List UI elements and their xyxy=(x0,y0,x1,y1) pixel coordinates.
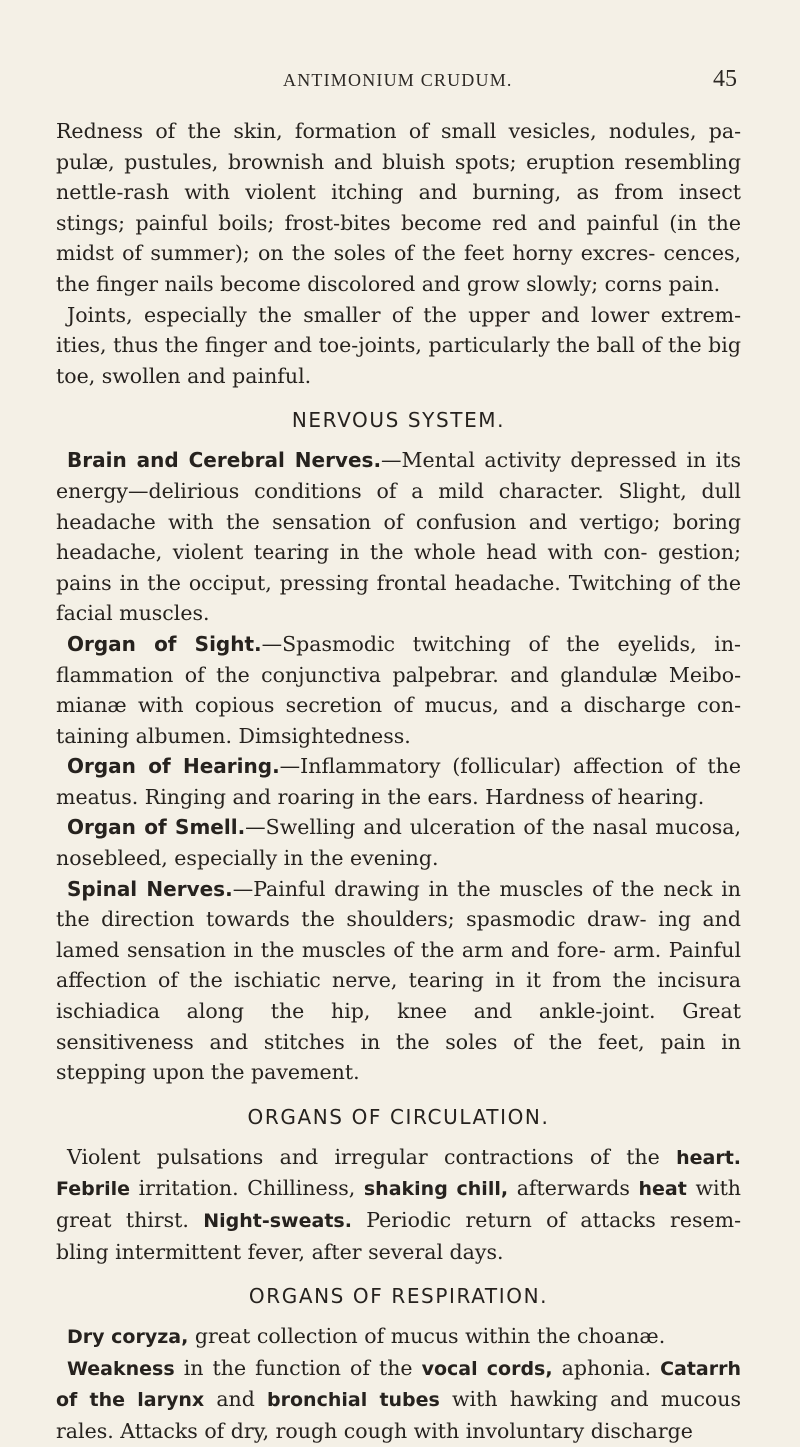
brain-text: —Mental activity depressed in its energy—delirious conditions of a mild character. Slight, dull headache with the sensation of confusion and vertigo; boring headache, violent tearing in the whole head with con- gestion; pains in the occiput, pressing frontal headache. Twitching of the facial muscles. xyxy=(56,448,741,626)
respiration-text-1: great collection of mucus within the choanæ. xyxy=(188,1324,666,1349)
sight-paragraph xyxy=(56,629,741,751)
circulation-febrile: Febrile xyxy=(56,1178,130,1201)
respiration-paragraph-2 xyxy=(56,1353,741,1447)
hearing-text: —Inflammatory (follicular) affection of the meatus. Ringing and roaring in the ears. Hardness of hearing. xyxy=(56,754,742,809)
respiration-bronchial-tubes: bronchial tubes xyxy=(267,1389,440,1412)
page-body xyxy=(56,116,741,1447)
brain-lead: Brain and Cerebral Nerves. xyxy=(67,448,382,473)
respiration-catarrh: Catarrh of the larynx xyxy=(56,1357,742,1412)
respiration-text-5: with hawking and mucous rales. Attacks of dry, rough cough with involuntary discharge xyxy=(56,1387,741,1443)
circulation-shaking-chill: shaking chill, xyxy=(363,1178,509,1201)
hearing-lead: Organ of Hearing. xyxy=(67,754,280,779)
circulation-heart: heart. xyxy=(676,1146,741,1169)
smell-paragraph xyxy=(56,812,741,873)
page-header xyxy=(0,66,800,96)
circulation-paragraph xyxy=(56,1142,741,1267)
smell-lead: Organ of Smell. xyxy=(67,815,246,840)
circulation-heat: heat xyxy=(638,1178,687,1201)
circulation-text-4: with great thirst. xyxy=(56,1176,742,1232)
respiration-text-2: in the function of the xyxy=(174,1355,422,1380)
circulation-text-1: Violent pulsations and irregular contractions of the xyxy=(67,1144,677,1169)
respiration-paragraph-1 xyxy=(56,1321,741,1353)
joints-text: especially the smaller of the upper and lower extrem- ities, thus the finger and toe-joints, particularly the ball of the big toe, swollen and painful. xyxy=(56,302,741,388)
hearing-paragraph xyxy=(56,751,741,812)
circulation-heading: ORGANS OF CIRCULATION. xyxy=(247,1104,550,1129)
respiration-heading: ORGANS OF RESPIRATION. xyxy=(248,1284,549,1309)
respiration-weakness: Weakness xyxy=(67,1357,175,1380)
circulation-text-5: Periodic return of attacks resem- bling intermittent fever, after several days. xyxy=(56,1208,741,1264)
circulation-text-2: irritation. Chilliness, xyxy=(129,1176,364,1201)
sight-lead: Organ of Sight. xyxy=(67,631,262,656)
respiration-text-3: aphonia. xyxy=(552,1355,661,1380)
nervous-system-heading: NERVOUS SYSTEM. xyxy=(291,408,506,433)
spinal-paragraph xyxy=(56,874,741,1088)
sight-text: —Spasmodic twitching of the eyelids, in- flammation of the conjunctiva palpebrar. and glandulæ Meibo- mianæ with copious secretion of mucus, and a discharge con- taining albumen. Dimsightedness. xyxy=(56,631,741,748)
page-number: 45 xyxy=(713,66,737,92)
running-head: ANTIMONIUM CRUDUM. xyxy=(283,70,513,90)
respiration-dry-coryza: Dry coryza, xyxy=(67,1326,189,1349)
circulation-text-3: afterwards xyxy=(508,1176,639,1201)
brain-paragraph xyxy=(56,445,741,629)
joints-paragraph xyxy=(56,300,741,392)
joints-lead: Joints, xyxy=(67,302,133,327)
respiration-text-4: and xyxy=(204,1387,268,1412)
skin-paragraph: Redness of the skin, formation of small vesicles, nodules, pa- pulæ, pustules, brownish and bluish spots; eruption resembling nettle-rash with violent itching and burning, as from insect stings; painful boils; frost-bites become red and painful (in the midst of summer); on the soles of the feet horny excres- cences, the finger nails become discolored and grow slowly; corns pain. xyxy=(56,119,741,296)
circulation-night-sweats: Night-sweats. xyxy=(203,1210,352,1232)
spinal-lead: Spinal Nerves. xyxy=(67,876,233,901)
spinal-text: —Painful drawing in the muscles of the neck in the direction towards the shoulders; spasmodic draw- ing and lamed sensation in the muscles of the arm and fore- arm. Painful affection of the ischiatic nerve, tearing in it from the incisura ischiadica along the hip, knee and ankle-joint. Great sensitiveness and stitches in the soles of the feet, pain in stepping upon the pavement. xyxy=(56,876,741,1085)
smell-text: —Swelling and ulceration of the nasal mucosa, nosebleed, especially in the evening. xyxy=(56,815,742,871)
respiration-vocal-cords: vocal cords, xyxy=(421,1357,553,1380)
